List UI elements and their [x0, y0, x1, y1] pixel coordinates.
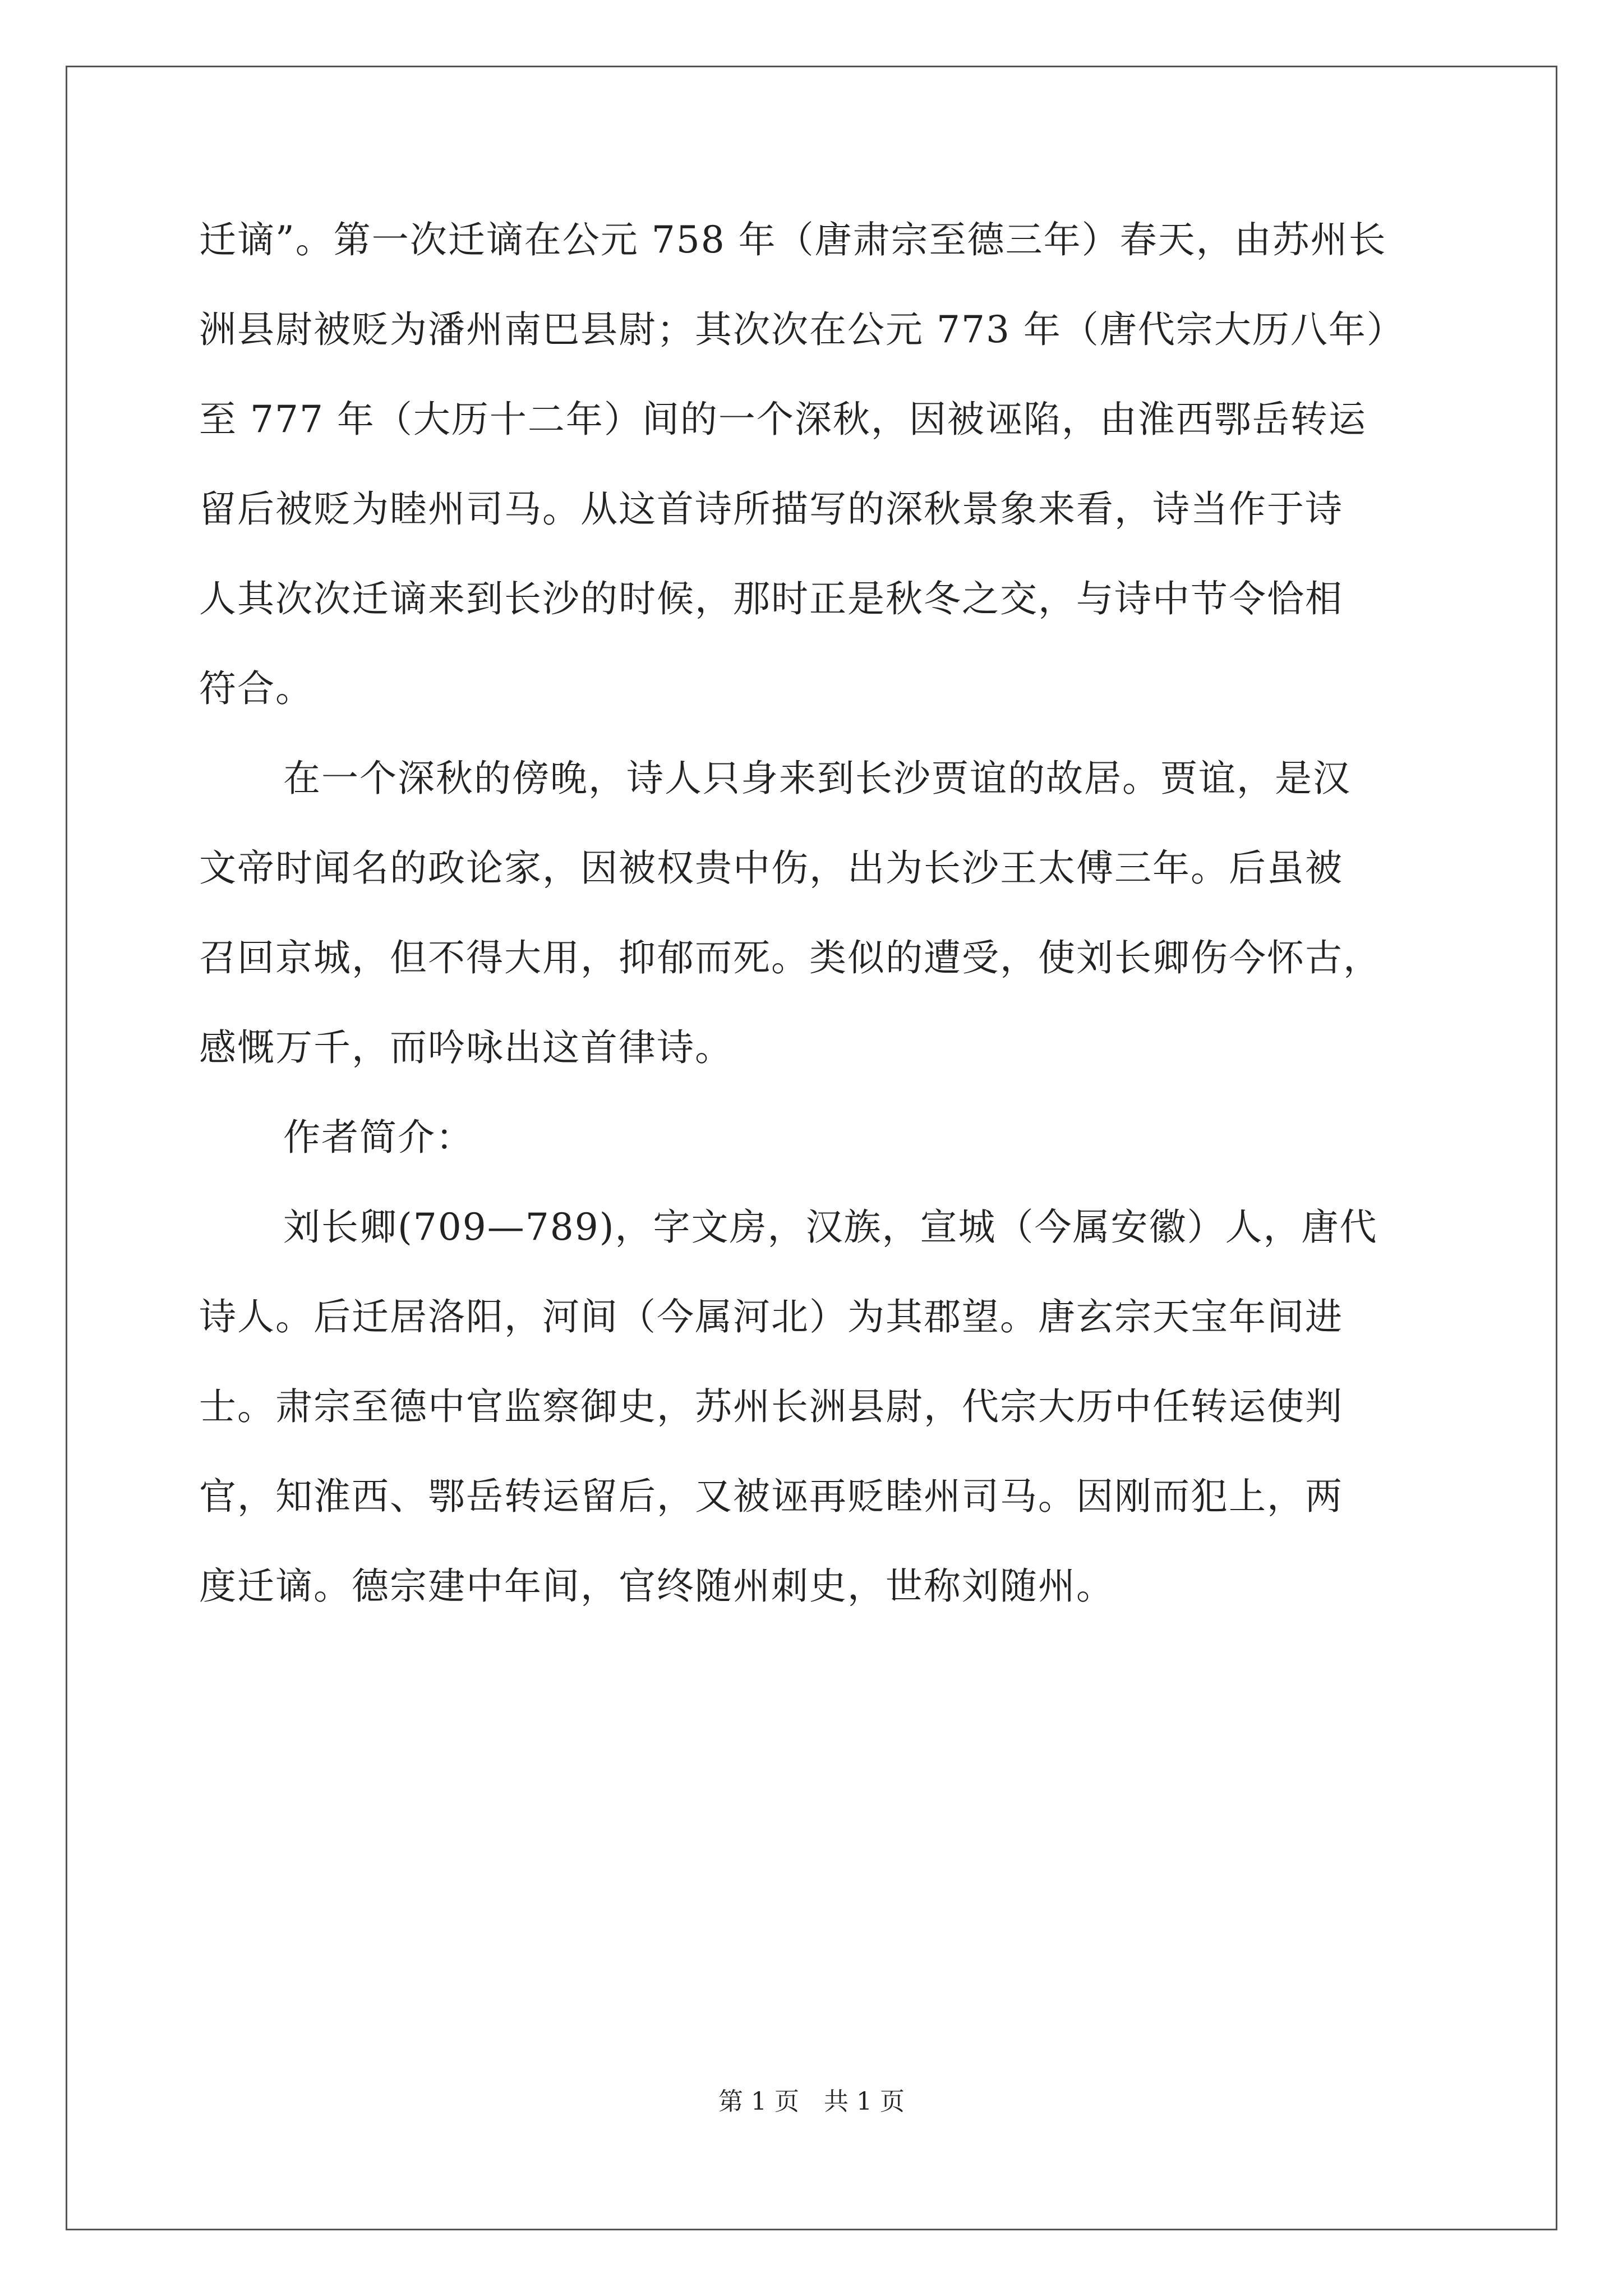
- text-line: 召回京城，但不得大用，抑郁而死。类似的遭受，使刘长卿伤今怀古，: [199, 936, 1381, 979]
- text-line: 至 777 年（大历十二年）间的一个深秋，因被诬陷，由淮西鄂岳转运: [199, 398, 1367, 441]
- text-line: 感慨万千，而吟咏出这首律诗。: [199, 1026, 733, 1069]
- text-line: 人其次次迁谪来到长沙的时候，那时正是秋冬之交，与诗中节令恰相: [199, 577, 1343, 620]
- text-line: 迁谪”。第一次迁谪在公元 758 年（唐肃宗至德三年）春天，由苏州长: [199, 218, 1387, 261]
- text-line: 在一个深秋的傍晚，诗人只身来到长沙贾谊的故居。贾谊，是汉: [283, 757, 1351, 800]
- text-line: 刘长卿(709—789)，字文房，汉族，宣城（今属安徽）人，唐代: [283, 1205, 1378, 1249]
- text-line: 诗人。后迁居洛阳，河间（今属河北）为其郡望。唐玄宗天宝年间进: [199, 1295, 1343, 1338]
- text-line: 符合。: [199, 667, 313, 710]
- page-number-footer: 第 1 页 共 1 页: [718, 2087, 905, 2116]
- document-body: [199, 218, 1433, 1658]
- text-line: 洲县尉被贬为潘州南巴县尉；其次次在公元 773 年（唐代宗大历八年）: [199, 308, 1405, 351]
- text-line: 度迁谪。德宗建中年间，官终随州刺史，世称刘随州。: [199, 1565, 1114, 1608]
- text-line: 士。肃宗至德中官监察御史，苏州长洲县尉，代宗大历中任转运使判: [199, 1385, 1343, 1428]
- text-line: 留后被贬为睦州司马。从这首诗所描写的深秋景象来看，诗当作于诗: [199, 487, 1343, 531]
- section-heading: 作者简介：: [283, 1116, 474, 1159]
- text-line: 官，知淮西、鄂岳转运留后，又被诬再贬睦州司马。因刚而犯上，两: [199, 1475, 1343, 1518]
- text-line: 文帝时闻名的政论家，因被权贵中伤，出为长沙王太傅三年。后虽被: [199, 846, 1343, 890]
